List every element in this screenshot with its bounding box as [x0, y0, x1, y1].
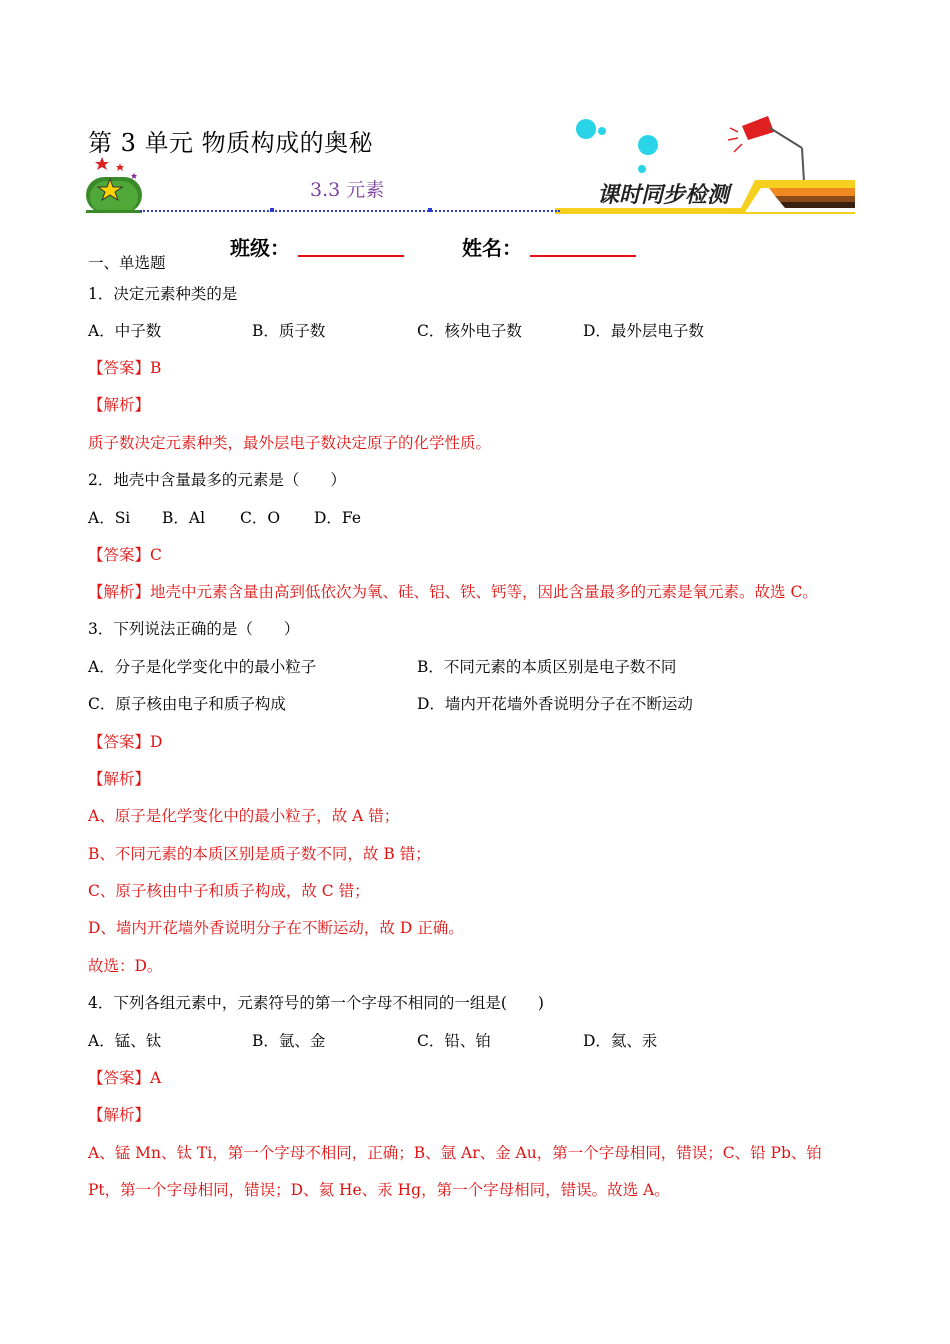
question-stem: 3．下列说法正确的是（ ） [88, 620, 300, 638]
banner-dot [428, 208, 432, 212]
analysis-label: 【解析】 [88, 583, 151, 601]
analysis-text: 质子数决定元素种类，最外层电子数决定原子的化学性质。 [88, 434, 492, 452]
decoration-bubbles-icon [570, 115, 670, 185]
analysis-label: 【解析】 [88, 770, 151, 788]
analysis-text: D、墙内开花墙外香说明分子在不断运动，故 D 正确。 [88, 919, 464, 937]
analysis-body: 地壳中元素含量由高到低依次为氧、硅、铝、铁、钙等，因此含量最多的元素是氧元素。故选 C。 [150, 583, 818, 601]
question-stem: 2．地壳中含量最多的元素是（ ） [88, 471, 346, 489]
answer: 【答案】D [88, 733, 163, 751]
option: B．不同元素的本质区别是电子数不同 [417, 658, 677, 676]
analysis-text: B、不同元素的本质区别是质子数不同，故 B 错； [88, 845, 431, 863]
analysis-text: Pt，第一个字母相同，错误；D、氦 He、汞 Hg，第一个字母相同，错误。故选 A。 [88, 1181, 670, 1199]
option: D．Fe [314, 509, 362, 527]
name-blank[interactable] [530, 255, 636, 257]
banner-dotted-line [140, 210, 560, 212]
answer: 【答案】B [88, 359, 162, 377]
banner-dot [270, 208, 274, 212]
option: A．中子数 [88, 322, 162, 340]
answer: 【答案】A [88, 1069, 162, 1087]
analysis-text: C、原子核由中子和质子构成，故 C 错； [88, 882, 370, 900]
option: C．原子核由电子和质子构成 [88, 695, 286, 713]
analysis-text: A、原子是化学变化中的最小粒子，故 A 错； [88, 807, 400, 825]
option: D．氦、汞 [583, 1032, 658, 1050]
unit-title: 第 3 单元 物质构成的奥秘 [88, 129, 374, 157]
answer: 【答案】C [88, 546, 162, 564]
option: A．Si [88, 509, 131, 527]
class-blank[interactable] [298, 255, 404, 257]
analysis-text [88, 582, 818, 602]
option: A．分子是化学变化中的最小粒子 [88, 658, 317, 676]
option: A．锰、钛 [88, 1032, 162, 1050]
question-stem: 1．决定元素种类的是 [88, 285, 238, 303]
banner-text: 课时同步检测 [597, 183, 730, 208]
banner-baseline-left [86, 210, 142, 213]
option: D．最外层电子数 [583, 322, 704, 340]
analysis-label: 【解析】 [88, 396, 151, 414]
analysis-text: A、锰 Mn、钛 Ti，第一个字母不相同，正确；B、氩 Ar、金 Au，第一个字母相同，错误；C、铅 Pb、铂 [88, 1144, 822, 1162]
analysis-label: 【解析】 [88, 1106, 151, 1124]
name-label: 姓名： [462, 236, 522, 260]
desk-lamp-icon [728, 112, 808, 187]
lesson-title: 3.3 元素 [310, 179, 385, 201]
analysis-text: 故选：D。 [88, 957, 163, 975]
option: B．质子数 [252, 322, 326, 340]
option: D．墙内开花墙外香说明分子在不断运动 [417, 695, 693, 713]
option: B．Al [162, 509, 206, 527]
question-stem: 4．下列各组元素中，元素符号的第一个字母不相同的一组是( ) [88, 994, 544, 1012]
class-label: 班级： [230, 236, 290, 260]
option: C．核外电子数 [417, 322, 522, 340]
option: C．O [240, 509, 281, 527]
section-heading: 一、单选题 [88, 254, 166, 272]
option: B．氩、金 [252, 1032, 326, 1050]
option: C．铅、铂 [417, 1032, 491, 1050]
star-hill-icon [86, 155, 146, 215]
